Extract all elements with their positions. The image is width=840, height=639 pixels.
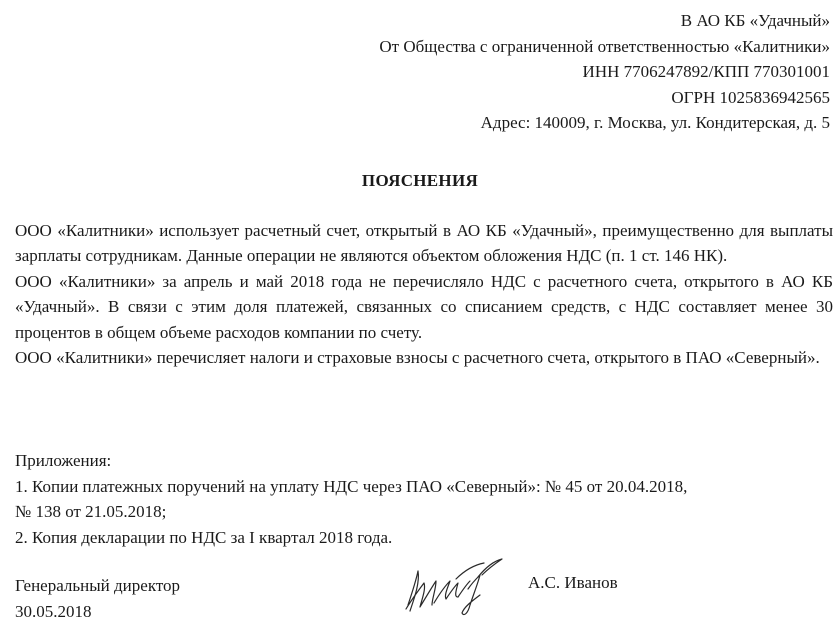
address: Адрес: 140009, г. Москва, ул. Кондитерская, д. 5	[480, 113, 830, 132]
attachments-heading: Приложения:	[15, 451, 112, 470]
explanation-body	[15, 218, 833, 370]
addressee-bank: В АО КБ «Удачный»	[680, 11, 830, 30]
paragraph-2: ООО «Калитники» за апрель и май 2018 года не перечисляло НДС с расчетного счета, открытого в АО КБ «Удачный». В связи с этим доля платежей, связанных со списанием средств, с НДС составляет менее 30 процентов в общем объеме расходов компании по счету.	[15, 271, 833, 342]
paragraph-1: ООО «Калитники» использует расчетный счет, открытый в АО КБ «Удачный», преимущественно для выплаты зарплаты сотрудникам. Данные операции не являются объектом обложения НДС (п. 1 ст. 146 НК).	[15, 221, 833, 266]
ogrn: ОГРН 1025836942565	[671, 87, 830, 107]
addressee-block	[210, 8, 830, 136]
signatory-name: А.С. Иванов	[528, 573, 618, 592]
sender-company: От Общества с ограниченной ответственностью «Калитники»	[379, 36, 830, 56]
document-title: ПОЯСНЕНИЯ	[361, 171, 479, 190]
attachments-block	[15, 448, 833, 550]
signatory-role: Генеральный директор	[15, 576, 181, 595]
handwritten-signature	[398, 553, 510, 623]
attachment-item-1-continued: № 138 от 21.05.2018;	[15, 502, 167, 521]
signature-date: 30.05.2018	[15, 601, 92, 621]
paragraph-3: ООО «Калитники» перечисляет налоги и страховые взносы с расчетного счета, открытого в ПАО «Северный».	[15, 348, 820, 368]
inn-kpp: ИНН 7706247892/КПП 770301001	[582, 62, 830, 81]
attachment-item-2: 2. Копия декларации по НДС за I квартал 2018 года.	[15, 527, 393, 547]
attachment-item-1: 1. Копии платежных поручений на уплату НДС через ПАО «Северный»: № 45 от 20.04.2018,	[15, 476, 688, 496]
signatory-block	[15, 573, 180, 624]
